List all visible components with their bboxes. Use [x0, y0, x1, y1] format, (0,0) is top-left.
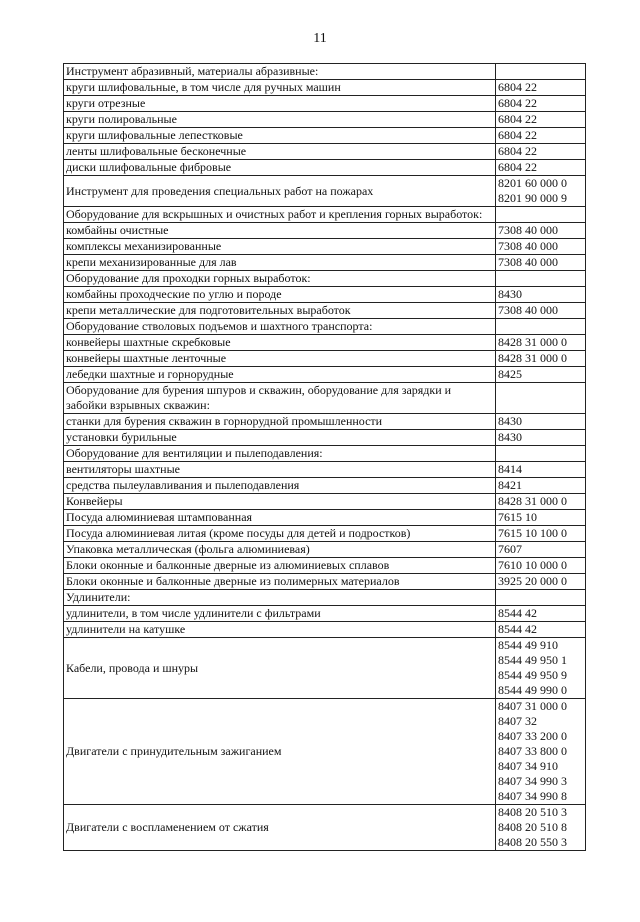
product-name-cell [64, 574, 496, 590]
table-row [64, 606, 586, 622]
product-name: ленты шлифовальные бесконечные [66, 144, 247, 158]
tnved-code: 8407 32 [498, 714, 537, 728]
table-row [64, 176, 586, 207]
table-row [64, 271, 586, 287]
tnved-code: 8201 60 000 0 [498, 176, 567, 190]
tnved-code-cell [496, 96, 586, 112]
tnved-code: 8544 42 [498, 622, 537, 636]
product-name-cell [64, 128, 496, 144]
product-name-cell [64, 446, 496, 462]
tnved-code [498, 64, 583, 79]
tnved-code-cell [496, 160, 586, 176]
tnved-code-cell [496, 176, 586, 207]
product-name-cell [64, 144, 496, 160]
product-name: Двигатели с принудительным зажиганием [66, 744, 282, 758]
tnved-code: 8407 33 800 0 [498, 744, 567, 758]
tnved-code [498, 590, 583, 605]
table-row [64, 494, 586, 510]
product-name: комбайны проходческие по углю и породе [66, 287, 282, 301]
tnved-code: 7615 10 [498, 510, 537, 524]
table-row [64, 367, 586, 383]
tnved-code-cell [496, 239, 586, 255]
classification-table [63, 63, 586, 851]
tnved-code-cell [496, 287, 586, 303]
table-row [64, 80, 586, 96]
table-row [64, 638, 586, 699]
table-row [64, 319, 586, 335]
tnved-code: 8407 33 200 0 [498, 729, 567, 743]
product-name: станки для бурения скважин в горнорудной промышленности [66, 414, 383, 428]
table-body [64, 64, 586, 851]
product-name-cell [64, 462, 496, 478]
table-row [64, 160, 586, 176]
product-name: круги шлифовальные, в том числе для ручных машин [66, 80, 341, 94]
product-name-cell [64, 526, 496, 542]
tnved-code: 8544 42 [498, 606, 537, 620]
tnved-code: 8544 49 990 0 [498, 683, 567, 697]
product-name: комбайны очистные [66, 223, 169, 237]
tnved-code [498, 207, 583, 222]
tnved-code: 8544 49 950 9 [498, 668, 567, 682]
product-name-cell [64, 160, 496, 176]
tnved-code: 8428 31 000 0 [498, 494, 567, 508]
tnved-code: 7308 40 000 [498, 223, 558, 237]
tnved-code-cell [496, 144, 586, 160]
tnved-code: 8407 34 990 3 [498, 774, 567, 788]
product-name: Оборудование для вентиляции и пылеподавления: [66, 446, 323, 460]
product-name: круги отрезные [66, 96, 146, 110]
product-name-cell [64, 303, 496, 319]
tnved-code: 6804 22 [498, 80, 537, 94]
product-name: Оборудование для вскрышных и очистных работ и крепления горных выработок: [66, 207, 483, 221]
product-name: удлинители на катушке [66, 622, 186, 636]
product-name: лебедки шахтные и горнорудные [66, 367, 234, 381]
tnved-code-cell [496, 462, 586, 478]
tnved-code-cell [496, 207, 586, 223]
tnved-code-cell [496, 446, 586, 462]
table-row [64, 351, 586, 367]
tnved-code: 6804 22 [498, 160, 537, 174]
tnved-code-cell [496, 638, 586, 699]
table-row [64, 239, 586, 255]
product-name: Двигатели с воспламенением от сжатия [66, 820, 269, 834]
product-name: Кабели, провода и шнуры [66, 660, 199, 675]
tnved-code-cell [496, 510, 586, 526]
table-row [64, 335, 586, 351]
page-number: 11 [313, 31, 327, 46]
table-row [64, 622, 586, 638]
tnved-code-cell [496, 699, 586, 805]
product-name: Посуда алюминиевая литая (кроме посуды для детей и подростков) [66, 526, 411, 540]
tnved-code-cell [496, 319, 586, 335]
table-row [64, 805, 586, 851]
tnved-code-cell [496, 526, 586, 542]
tnved-code: 8407 34 990 8 [498, 789, 567, 803]
tnved-code: 8201 90 000 9 [498, 191, 567, 205]
product-name-cell [64, 287, 496, 303]
tnved-code [498, 271, 583, 286]
product-name-cell [64, 638, 496, 699]
tnved-code: 8408 20 510 3 [498, 805, 567, 819]
table-row [64, 64, 586, 80]
product-name-cell [64, 271, 496, 287]
product-name: средства пылеулавливания и пылеподавления [66, 478, 300, 492]
product-name: Инструмент абразивный, материалы абразивные: [66, 64, 319, 78]
tnved-code: 7308 40 000 [498, 303, 558, 317]
tnved-code: 8421 [498, 478, 522, 492]
table-row [64, 699, 586, 805]
product-name: Конвейеры [66, 494, 123, 508]
table-row [64, 223, 586, 239]
tnved-code: 8407 31 000 0 [498, 699, 567, 713]
tnved-code: 7308 40 000 [498, 239, 558, 253]
tnved-code: 8428 31 000 0 [498, 335, 567, 349]
tnved-code-cell [496, 335, 586, 351]
product-name-cell [64, 606, 496, 622]
product-name: Инструмент для проведения специальных работ на пожарах [66, 183, 374, 198]
tnved-code: 7308 40 000 [498, 255, 558, 269]
tnved-code: 6804 22 [498, 128, 537, 142]
table-row [64, 510, 586, 526]
table-row [64, 128, 586, 144]
product-name: Удлинители: [66, 590, 131, 604]
tnved-code: 6804 22 [498, 112, 537, 126]
tnved-code: 7615 10 100 0 [498, 526, 567, 540]
tnved-code-cell [496, 367, 586, 383]
tnved-code-cell [496, 80, 586, 96]
table-row [64, 96, 586, 112]
product-name-cell [64, 590, 496, 606]
product-name-cell [64, 367, 496, 383]
table-row [64, 446, 586, 462]
product-name-cell [64, 383, 496, 414]
tnved-code: 8407 34 910 [498, 759, 558, 773]
tnved-code: 8544 49 950 1 [498, 653, 567, 667]
tnved-code: 8544 49 910 [498, 638, 558, 652]
product-name-cell [64, 805, 496, 851]
product-name-cell [64, 96, 496, 112]
tnved-code-cell [496, 303, 586, 319]
product-name-cell [64, 351, 496, 367]
product-name-cell [64, 223, 496, 239]
product-name-cell [64, 699, 496, 805]
product-name: крепи металлические для подготовительных выработок [66, 303, 351, 317]
product-name: Посуда алюминиевая штампованная [66, 510, 253, 524]
product-name-cell [64, 478, 496, 494]
product-name-cell [64, 430, 496, 446]
tnved-code-cell [496, 128, 586, 144]
table-row [64, 462, 586, 478]
product-name: вентиляторы шахтные [66, 462, 180, 476]
product-name: Блоки оконные и балконные дверные из алюминиевых сплавов [66, 558, 390, 572]
table-row [64, 287, 586, 303]
tnved-code [498, 446, 583, 461]
product-name-cell [64, 207, 496, 223]
product-name-cell [64, 319, 496, 335]
table-row [64, 303, 586, 319]
tnved-code-cell [496, 255, 586, 271]
tnved-code-cell [496, 414, 586, 430]
table-row [64, 144, 586, 160]
table-row [64, 414, 586, 430]
tnved-code: 8414 [498, 462, 522, 476]
tnved-code-cell [496, 430, 586, 446]
product-name: диски шлифовальные фибровые [66, 160, 232, 174]
tnved-code: 6804 22 [498, 96, 537, 110]
tnved-code-cell [496, 606, 586, 622]
tnved-code-cell [496, 542, 586, 558]
product-name-cell [64, 255, 496, 271]
tnved-code: 8430 [498, 287, 522, 301]
tnved-code-cell [496, 383, 586, 414]
tnved-code [498, 383, 583, 398]
table-row [64, 542, 586, 558]
tnved-code-cell [496, 478, 586, 494]
tnved-code: 7610 10 000 0 [498, 558, 567, 572]
tnved-code-cell [496, 223, 586, 239]
product-name-cell [64, 64, 496, 80]
product-name: Блоки оконные и балконные дверные из полимерных материалов [66, 574, 400, 588]
table-row [64, 207, 586, 223]
product-name: круги полировальные [66, 112, 177, 126]
product-name-cell [64, 112, 496, 128]
table-row [64, 255, 586, 271]
product-name-cell [64, 542, 496, 558]
product-name: Оборудование для бурения шпуров и скважин, оборудование для зарядки и забойки взрывных скважин: [66, 383, 452, 412]
product-name-cell [64, 622, 496, 638]
tnved-code-cell [496, 112, 586, 128]
product-name-cell [64, 335, 496, 351]
tnved-code: 8408 20 510 8 [498, 820, 567, 834]
table-row [64, 590, 586, 606]
table-row [64, 526, 586, 542]
product-name-cell [64, 80, 496, 96]
tnved-code-cell [496, 805, 586, 851]
product-name-cell [64, 176, 496, 207]
product-name: крепи механизированные для лав [66, 255, 237, 269]
tnved-code [498, 319, 583, 334]
tnved-code: 8408 20 550 3 [498, 835, 567, 849]
product-name: конвейеры шахтные ленточные [66, 351, 227, 365]
table-row [64, 478, 586, 494]
tnved-code: 3925 20 000 0 [498, 574, 567, 588]
tnved-code-cell [496, 494, 586, 510]
tnved-code: 8430 [498, 414, 522, 428]
tnved-code: 8425 [498, 367, 522, 381]
product-name: комплексы механизированные [66, 239, 222, 253]
table-row [64, 383, 586, 414]
product-name-cell [64, 558, 496, 574]
table-row [64, 574, 586, 590]
product-name-cell [64, 239, 496, 255]
tnved-code-cell [496, 574, 586, 590]
tnved-code-cell [496, 351, 586, 367]
product-name: Упаковка металлическая (фольга алюминиевая) [66, 542, 310, 556]
tnved-code: 7607 [498, 542, 522, 556]
product-name: конвейеры шахтные скребковые [66, 335, 231, 349]
table-row [64, 430, 586, 446]
product-name: круги шлифовальные лепестковые [66, 128, 243, 142]
product-name-cell [64, 414, 496, 430]
tnved-code-cell [496, 558, 586, 574]
product-name-cell [64, 510, 496, 526]
tnved-code-cell [496, 622, 586, 638]
product-name: Оборудование для проходки горных выработок: [66, 271, 311, 285]
product-name-cell [64, 494, 496, 510]
tnved-code: 6804 22 [498, 144, 537, 158]
tnved-code: 8428 31 000 0 [498, 351, 567, 365]
tnved-code: 8430 [498, 430, 522, 444]
table-row [64, 558, 586, 574]
tnved-code-cell [496, 590, 586, 606]
product-name: Оборудование стволовых подъемов и шахтного транспорта: [66, 319, 373, 333]
product-name: установки бурильные [66, 430, 177, 444]
product-name: удлинители, в том числе удлинители с фильтрами [66, 606, 321, 620]
table-row [64, 112, 586, 128]
tnved-code-cell [496, 64, 586, 80]
tnved-code-cell [496, 271, 586, 287]
